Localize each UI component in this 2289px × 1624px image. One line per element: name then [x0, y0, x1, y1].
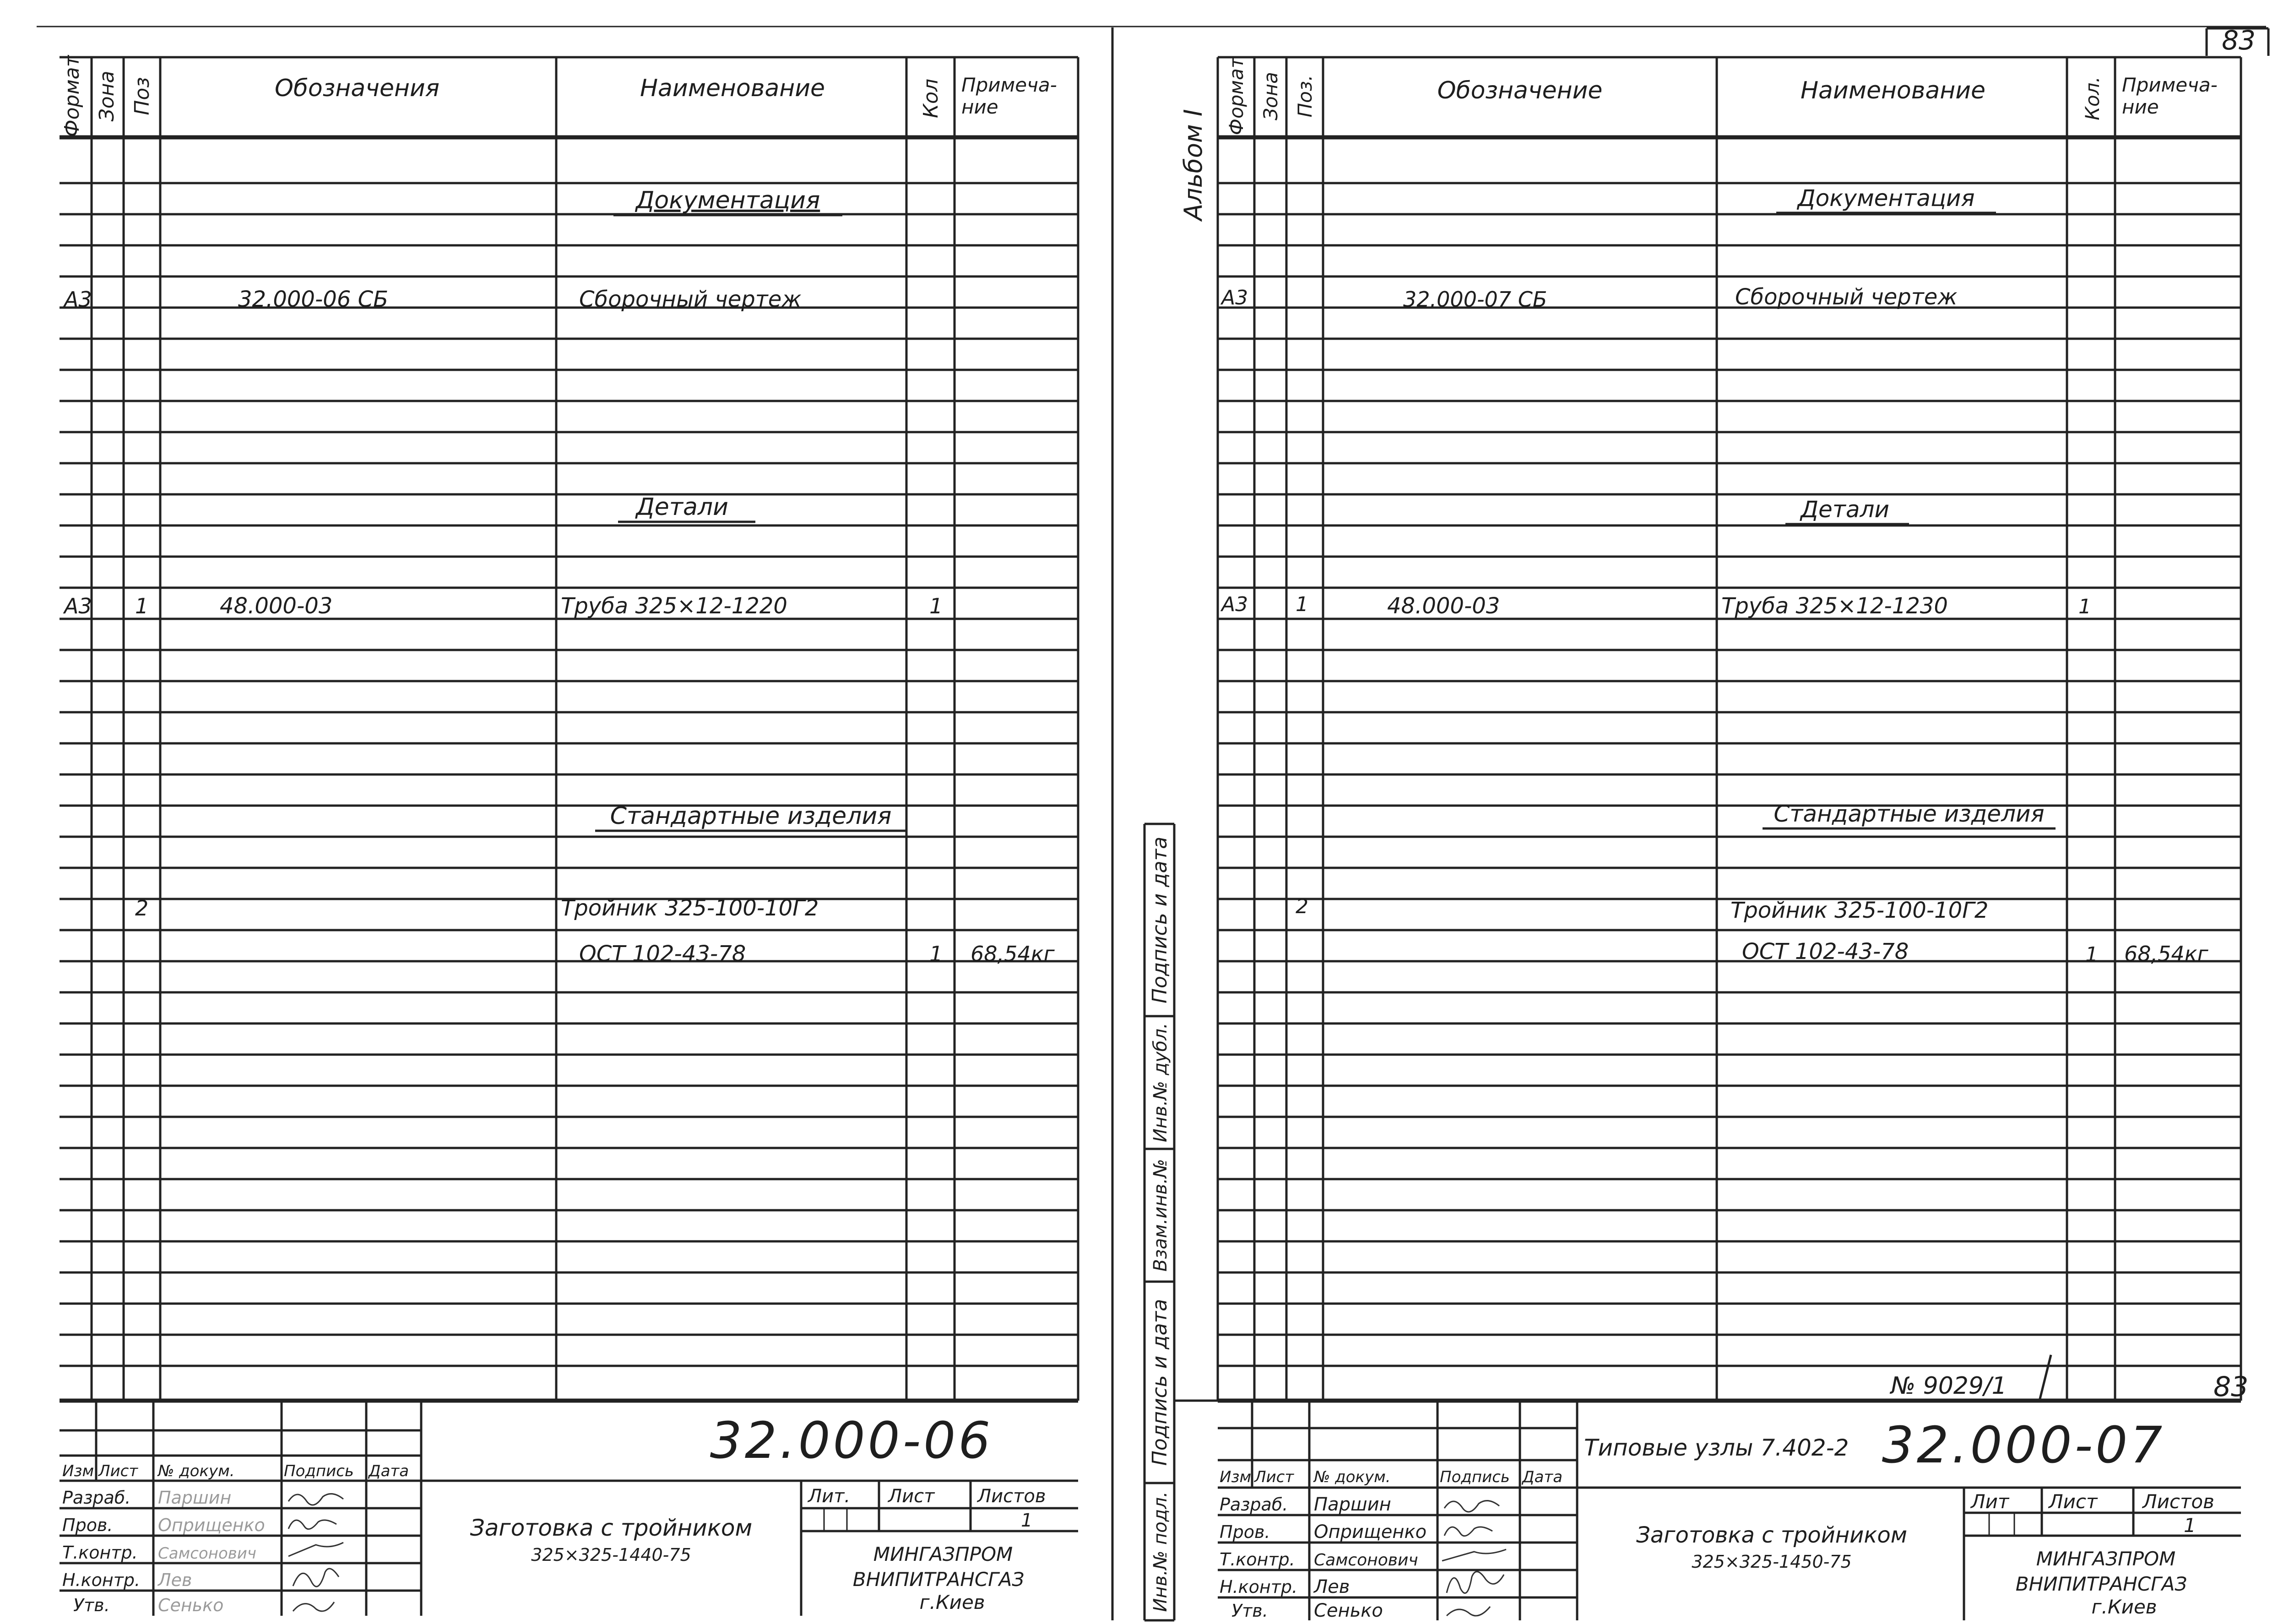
left-person-2: Оприщенко	[158, 1515, 265, 1535]
left-org-1: МИНГАЗПРОМ	[873, 1543, 1013, 1565]
right-header-name: Наименование	[1800, 77, 1986, 104]
right-sheets-label: Листов	[2143, 1490, 2214, 1513]
left-part-designation: 48.000-03	[220, 593, 333, 619]
left-sheets-label: Листов	[977, 1486, 1046, 1507]
left-section-docs: Документация	[635, 187, 820, 214]
left-org-2: ВНИПИТРАНСГАЗ	[852, 1568, 1025, 1591]
right-sections	[1763, 185, 2056, 828]
right-row-lines	[1218, 183, 2241, 1366]
right-col-sign: Подпись	[1440, 1468, 1510, 1486]
left-person-1: Паршин	[158, 1488, 232, 1508]
right-std-qty: 1	[2085, 943, 2098, 966]
left-col-date: Дата	[369, 1462, 409, 1480]
left-section-standard: Стандартные изделия	[610, 802, 892, 830]
right-header-format: Формат	[1225, 57, 1248, 135]
left-signature-4	[293, 1569, 339, 1586]
left-sections	[595, 187, 906, 831]
left-header-note-line1: Примеча-	[961, 74, 1057, 96]
left-std-note: 68,54кг	[971, 942, 1055, 966]
left-header-designation: Обозначения	[274, 75, 440, 102]
right-role-4: Н.контр.	[1220, 1577, 1298, 1597]
right-rows-content	[1220, 284, 2208, 966]
right-docs-designation: 32.000-07 СБ	[1403, 287, 1547, 312]
left-header-qty: Кол	[919, 78, 943, 119]
left-role-5: Утв.	[73, 1595, 110, 1615]
left-role-2: Пров.	[62, 1515, 113, 1535]
right-header-qty: Кол.	[2081, 76, 2104, 120]
right-col-izm: Изм	[1220, 1468, 1252, 1486]
right-part-format: А3	[1221, 593, 1248, 616]
right-org-3: г.Киев	[2091, 1596, 2157, 1618]
right-person-3: Самсонович	[1314, 1551, 1418, 1570]
left-header-zone: Зона	[95, 70, 119, 122]
side-orig-inv: Инв.№ подл.	[1150, 1491, 1171, 1612]
left-header-name: Наименование	[640, 75, 825, 102]
right-person-5: Сенько	[1314, 1600, 1383, 1621]
right-header-note	[2122, 74, 2218, 118]
right-person-1: Паршин	[1314, 1494, 1391, 1515]
right-docs-format: А3	[1221, 286, 1248, 309]
right-person-2: Оприщенко	[1314, 1521, 1427, 1543]
left-col-list: Лист	[98, 1462, 138, 1480]
right-org-2: ВНИПИТРАНСГАЗ	[2015, 1573, 2187, 1595]
side-sign-date-2: Подпись и дата	[1148, 1299, 1172, 1466]
left-header-format: Формат	[60, 55, 84, 137]
album-label: Альбом I	[1179, 109, 1208, 221]
right-header-zone: Зона	[1259, 72, 1282, 120]
right-role-2: Пров.	[1220, 1522, 1270, 1542]
left-sheet-label: Лист	[888, 1486, 935, 1507]
right-signature-5	[1447, 1607, 1490, 1616]
right-signature-3	[1442, 1549, 1506, 1561]
side-sign-date-1: Подпись и дата	[1148, 836, 1172, 1004]
left-std-qty: 1	[929, 942, 943, 966]
right-sheet-label: Лист	[2049, 1490, 2098, 1513]
right-part-designation: 48.000-03	[1387, 593, 1500, 619]
right-lit-label: Лит	[1971, 1490, 2009, 1513]
right-std-name-1: Тройник 325-100-10Г2	[1730, 898, 1989, 923]
right-spec-table	[1218, 57, 2241, 1401]
right-doc-number: 32.000-07	[1882, 1416, 2165, 1474]
right-header-note-line2: ние	[2122, 96, 2159, 118]
right-col-list: Лист	[1254, 1468, 1294, 1486]
left-col-sign: Подпись	[284, 1462, 354, 1480]
left-docs-format: А3	[64, 287, 92, 312]
left-title-line-1: Заготовка с тройником	[470, 1515, 753, 1541]
left-sheets-value: 1	[1021, 1510, 1033, 1531]
right-side-strip	[1144, 824, 1218, 1620]
right-org-1: МИНГАЗПРОМ	[2036, 1548, 2176, 1570]
left-person-4: Лев	[158, 1570, 192, 1590]
left-docs-designation: 32.000-06 СБ	[238, 287, 389, 312]
right-part-pos: 1	[1296, 593, 1308, 616]
right-signature-4	[1447, 1572, 1504, 1593]
left-docs-name: Сборочный чертеж	[579, 287, 802, 312]
right-col-ndoc: № докум.	[1314, 1468, 1391, 1486]
right-std-name-2: ОСТ 102-43-78	[1742, 939, 1909, 964]
left-header-pos: Поз	[130, 77, 154, 115]
right-signature-2	[1444, 1527, 1492, 1536]
left-spec-table	[60, 57, 1078, 1401]
right-section-docs: Документация	[1797, 185, 1975, 211]
left-org-3: г.Киев	[919, 1591, 985, 1613]
side-replaced-inv: Взам.инв.№	[1150, 1158, 1171, 1272]
left-std-pos: 2	[135, 896, 149, 920]
right-header-designation: Обозначение	[1437, 77, 1603, 104]
right-section-parts: Детали	[1800, 496, 1890, 523]
left-part-qty: 1	[929, 594, 943, 618]
right-col-date: Дата	[1522, 1468, 1563, 1486]
right-section-standard: Стандартные изделия	[1774, 801, 2045, 827]
right-part-qty: 1	[2078, 595, 2091, 618]
left-part-name: Труба 325×12-1220	[561, 593, 787, 619]
right-person-4: Лев	[1314, 1576, 1350, 1597]
left-lit-label: Лит.	[808, 1486, 851, 1507]
left-signature-1	[288, 1494, 343, 1505]
left-row-lines	[60, 183, 1078, 1366]
right-sheets-value: 1	[2184, 1514, 2196, 1537]
right-signature-1	[1444, 1501, 1499, 1512]
left-role-1: Разраб.	[62, 1488, 131, 1508]
left-doc-number: 32.000-06	[710, 1411, 993, 1470]
left-person-3: Самсонович	[158, 1544, 256, 1563]
left-header-note	[961, 74, 1057, 118]
left-title-block	[60, 1401, 1078, 1616]
right-docs-name: Сборочный чертеж	[1735, 284, 1958, 310]
right-role-3: Т.контр.	[1220, 1549, 1295, 1570]
left-header-note-line2: ние	[961, 96, 998, 118]
left-col-izm: Изм	[62, 1462, 94, 1480]
right-title-block	[1218, 1401, 2241, 1621]
left-signature-3	[288, 1543, 343, 1556]
left-col-ndoc: № докум.	[158, 1462, 235, 1480]
right-title-line-1: Заготовка с тройником	[1636, 1522, 1907, 1548]
left-signature-5	[293, 1602, 334, 1611]
right-std-note: 68,54кг	[2124, 942, 2208, 966]
right-role-1: Разраб.	[1220, 1494, 1288, 1515]
left-role-4: Н.контр.	[62, 1570, 141, 1590]
right-header-note-line1: Примеча-	[2122, 74, 2218, 96]
left-person-5: Сенько	[158, 1595, 224, 1615]
right-std-pos: 2	[1296, 895, 1308, 918]
left-part-format: А3	[64, 594, 92, 618]
left-part-pos: 1	[135, 594, 149, 618]
side-dup-inv: Инв.№ дубл.	[1150, 1023, 1171, 1142]
right-title-line-2: 325×325-1450-75	[1692, 1552, 1852, 1572]
left-title-line-2: 325×325-1440-75	[531, 1545, 691, 1565]
archive-number: № 9029/1	[1891, 1372, 2007, 1400]
left-section-parts: Детали	[636, 493, 728, 521]
right-header-pos: Поз.	[1294, 75, 1316, 118]
top-page-number: 83	[2222, 25, 2256, 56]
right-table-header	[1225, 56, 2218, 135]
footer-page-number: 83	[2213, 1371, 2249, 1403]
right-series-label: Типовые узлы 7.402-2	[1584, 1435, 1849, 1461]
left-std-name-1: Тройник 325-100-10Г2	[561, 895, 819, 921]
left-signature-2	[288, 1520, 336, 1529]
right-role-5: Утв.	[1231, 1601, 1268, 1621]
left-role-3: Т.контр.	[62, 1543, 138, 1563]
left-std-name-2: ОСТ 102-43-78	[579, 941, 746, 967]
right-part-name: Труба 325×12-1230	[1721, 593, 1948, 619]
